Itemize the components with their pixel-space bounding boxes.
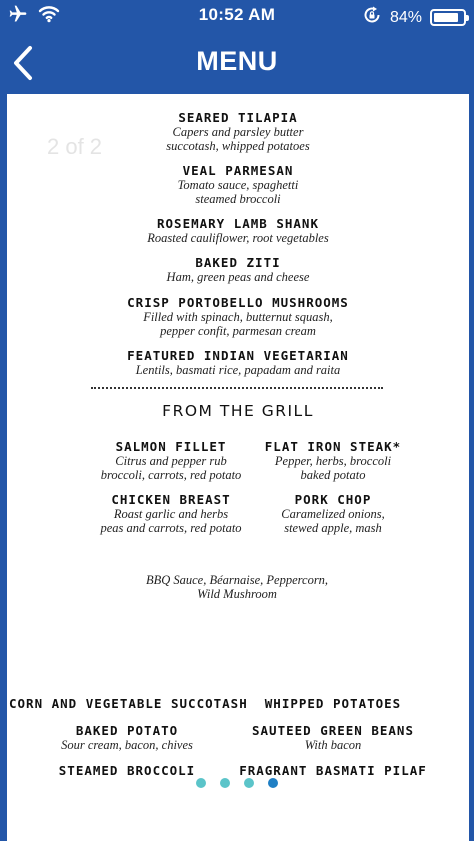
side-item: [233, 696, 433, 712]
menu-item-description: Ham, green peas and cheese: [166, 270, 310, 284]
battery-icon: [430, 9, 466, 26]
menu-item-description: Sour cream, bacon, chives: [61, 738, 193, 752]
menu-item: [87, 163, 389, 206]
status-bar: [0, 0, 474, 32]
menu-content[interactable]: [7, 94, 469, 841]
menu-item-name: CRISP PORTOBELLO MUSHROOMS: [127, 295, 349, 310]
dotted-divider: [91, 387, 383, 389]
status-time: 10:52 AM: [198, 5, 276, 24]
menu-item-name: SEARED TILAPIA: [178, 110, 298, 125]
page-dot[interactable]: [244, 778, 254, 788]
menu-item-description: With bacon: [304, 738, 362, 752]
side-item: [233, 763, 433, 779]
side-item: [9, 696, 248, 712]
rotation-lock-icon: [362, 5, 382, 30]
menu-item-name: ROSEMARY LAMB SHANK: [157, 216, 319, 231]
menu-item-name: FEATURED INDIAN VEGETARIAN: [127, 348, 349, 363]
menu-item: [87, 295, 389, 338]
sauce-options: BBQ Sauce, Béarnaise, Peppercorn, Wild Mushroom: [145, 573, 329, 601]
page-dot[interactable]: [220, 778, 230, 788]
grill-item: [81, 492, 261, 535]
status-right-icons: [362, 5, 466, 30]
menu-item-name: PORK CHOP: [294, 492, 372, 507]
menu-item: [87, 255, 389, 285]
nav-bar: [0, 32, 474, 94]
menu-item: [87, 348, 389, 378]
menu-item-name: SAUTEED GREEN BEANS: [252, 723, 414, 738]
menu-item: [87, 216, 389, 246]
page-indicator: 2 of 2: [47, 134, 103, 159]
menu-item-name: FRAGRANT BASMATI PILAF: [239, 763, 427, 778]
menu-item-name: WHIPPED POTATOES: [264, 696, 402, 711]
page-title: MENU: [196, 46, 278, 76]
menu-item: [87, 110, 389, 153]
side-item: [27, 723, 227, 753]
menu-item-description: Filled with spinach, butternut squash, pepper confit, parmesan cream: [143, 310, 333, 338]
side-item: [233, 723, 433, 753]
menu-item-name: CHICKEN BREAST: [111, 492, 231, 507]
grill-item: [243, 492, 423, 535]
grill-item: [243, 439, 423, 482]
page-dots: [7, 778, 469, 790]
menu-item-description: Tomato sauce, spaghetti steamed broccoli: [177, 178, 299, 206]
battery-level-fill: [434, 13, 458, 22]
menu-item-description: Roasted cauliflower, root vegetables: [147, 231, 329, 245]
menu-item-name: BAKED ZITI: [195, 255, 281, 270]
menu-item-name: BAKED POTATO: [75, 723, 179, 738]
menu-item-name: SALMON FILLET: [115, 439, 227, 454]
menu-item-name: CORN AND VEGETABLE SUCCOTASH: [9, 696, 248, 711]
menu-item-name: FLAT IRON STEAK*: [264, 439, 402, 454]
menu-item-description: Citrus and pepper rub broccoli, carrots, red potato: [100, 454, 242, 482]
grill-item: [81, 439, 261, 482]
menu-item-name: VEAL PARMESAN: [182, 163, 294, 178]
page-dot[interactable]: [196, 778, 206, 788]
menu-item-description: Roast garlic and herbs peas and carrots, red potato: [100, 507, 242, 535]
menu-item-name: STEAMED BROCCOLI: [58, 763, 196, 778]
menu-item-description: Caramelized onions, stewed apple, mash: [281, 507, 385, 535]
side-item: [27, 763, 227, 779]
menu-item-description: Pepper, herbs, broccoli baked potato: [274, 454, 392, 482]
section-title-grill: FROM THE GRILL: [162, 402, 314, 420]
page-dot-active[interactable]: [268, 778, 278, 788]
menu-item-description: Lentils, basmati rice, papadam and raita: [135, 363, 341, 377]
battery-percent: 84%: [389, 8, 422, 26]
menu-item-description: Capers and parsley butter succotash, whipped potatoes: [166, 125, 310, 153]
